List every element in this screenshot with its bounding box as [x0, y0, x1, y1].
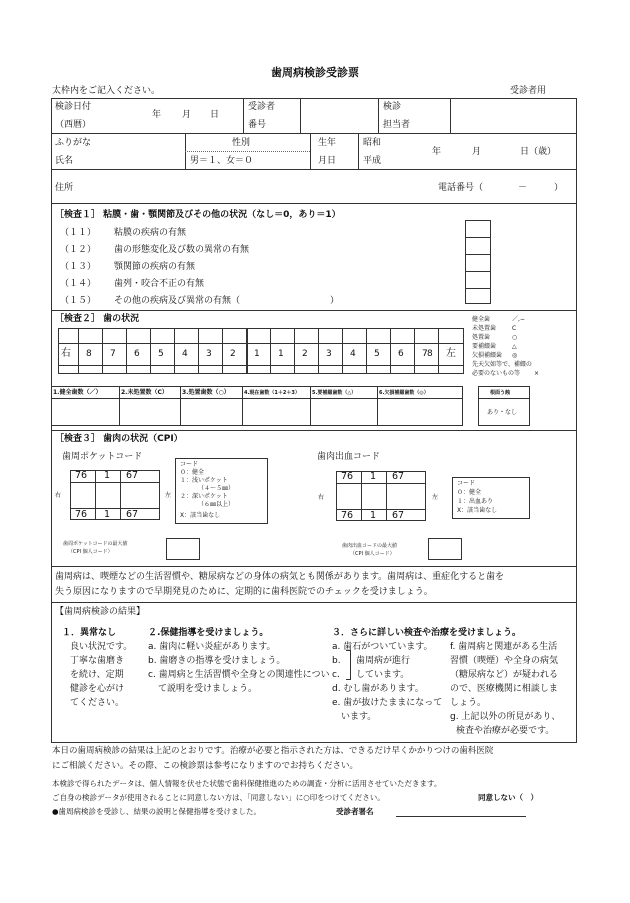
exam-date-year: 年 [152, 110, 162, 120]
exam1-item15-close: ） [330, 296, 340, 306]
exam1-item-no: （１１） [60, 228, 97, 238]
pocket-code-line: X：該当歯なし [180, 512, 221, 519]
exam1-item-text: 粘膜の疾病の有無 [114, 228, 187, 238]
pocket-code-line: コード [180, 461, 199, 468]
legend-label: 要補綴歯 [472, 343, 497, 350]
bleeding-grid-label: 67 [392, 510, 405, 521]
exam1-item-text: 顎関節の疾病の有無 [114, 262, 196, 272]
count-untreated-label: 2.未処置数（C） [121, 389, 168, 396]
exam1-answer-12[interactable] [466, 238, 490, 253]
result-guidance-line: c. 歯周病と生活習慣や全身との関連性につい [148, 670, 330, 680]
bleeding-max-label: 歯肉出血コードの最大値 [342, 543, 398, 549]
exam1-answer-11[interactable] [466, 221, 490, 236]
result-treatment-line: d. むし歯があります。 [332, 684, 424, 694]
tooth-chart-right: 右 [61, 348, 71, 359]
tooth-number: 6 [398, 349, 404, 359]
count-prosthesis-label: 6.欠損補綴歯数（◎） [379, 390, 429, 396]
exam1-item-no: （１２） [60, 245, 97, 255]
pocket-max-sub: （CPI 個人コード） [68, 549, 113, 555]
count-healthy-input[interactable] [53, 400, 117, 424]
result-normal-title: １．異常なし [62, 628, 117, 638]
result-guidance-line: a. 歯肉に軽い炎症があります。 [148, 642, 276, 652]
legend-label: 必要のないもの等 [472, 370, 521, 377]
exam1-answer-14[interactable] [466, 272, 490, 287]
pocket-max-label: 歯周ポケットコードの最大値 [63, 541, 128, 547]
birth-month-label: 月 [472, 147, 482, 157]
exam1-answer-15[interactable] [466, 289, 490, 303]
exam-date-label: 検診日付 [55, 102, 92, 112]
birth-sub: 月日 [318, 156, 337, 166]
bleeding-grid-label: 1 [370, 510, 377, 521]
exam1-title: ［検査１］ 粘膜・歯・顎関節及びその他の状況（なし＝0，あり＝1） [55, 210, 341, 220]
result-treatment-line: （糖尿病など）が疑われる [450, 670, 559, 680]
era-heisei: 平成 [363, 156, 382, 166]
result-guidance-title: ２.保健指導を受けましょう。 [148, 628, 269, 638]
count-prosthesis-needed-input[interactable] [312, 400, 375, 424]
footer-line-2: にご相談ください。その際、この検診票は参考になりますのでお持ちください。 [52, 761, 359, 771]
exam1-item-text: 歯列・咬合不正の有無 [114, 279, 205, 289]
result-normal-line: 良い状況です。 [70, 642, 133, 652]
count-treated-input[interactable] [182, 400, 240, 424]
count-present-label: 4.現在歯数（1＋2＋3） [244, 390, 300, 396]
result-treatment-title: ３．さらに詳しい検査や治療を受けましょう。 [332, 628, 522, 638]
count-treated-label: 3.処置歯数（○） [182, 389, 230, 396]
era-showa: 昭和 [363, 138, 382, 148]
phone-label: 電話番号（ [438, 183, 484, 193]
tooth-number: 2 [230, 349, 236, 359]
legend-symbol: ／,− [512, 316, 525, 323]
examiner-input[interactable] [452, 100, 574, 132]
result-normal-line: 健診を心がけ [70, 684, 125, 694]
result-treatment-line: ので、医療機関に相談しま [450, 684, 558, 694]
pocket-code-line: １：浅いポケット [180, 477, 228, 484]
exam1-item-no: （１４） [60, 279, 97, 289]
count-present-input[interactable] [244, 400, 308, 424]
count-prosthesis-needed-label: 5.要補綴歯数（△） [312, 390, 357, 396]
pocket-code-title: 歯周ポケットコード [62, 452, 143, 462]
result-normal-line: 丁寧な歯磨き [70, 656, 125, 666]
legend-symbol: △ [512, 343, 517, 350]
signature-label: 受診者署名 [336, 807, 374, 816]
results-title: 【歯周病検診の結果】 [55, 607, 146, 617]
result-treatment-bracket-text: しています。 [356, 670, 410, 680]
exam-date-sub: （西暦） [55, 120, 92, 130]
pocket-code-line: （６㎜以上） [198, 501, 235, 508]
birth-label: 生年 [318, 138, 337, 148]
birth-day-label: 日（歳） [520, 147, 557, 157]
legend-label: 処置歯 [472, 334, 491, 341]
result-normal-line: を続け、定期 [70, 670, 124, 680]
signature-line [396, 816, 526, 817]
count-healthy-label: 1.健全歯数（／） [53, 389, 102, 396]
bleeding-code-line: １：出血あり [457, 498, 494, 505]
phone-close: ） [554, 183, 564, 193]
exam2-title: ［検査２］ 歯の状況 [55, 314, 140, 324]
legend-symbol: C [512, 325, 517, 332]
count-untreated-input[interactable] [121, 400, 178, 424]
footer-line-1: 本日の歯周病検診の結果は上記のとおりです。治療が必要と指示された方は、できるだけ早くかかりつけの歯科医院 [52, 746, 494, 756]
tooth-number: 5 [374, 349, 380, 359]
tooth-chart-left: 左 [446, 348, 456, 359]
exam1-answer-13[interactable] [466, 255, 490, 270]
count-prosthesis-input[interactable] [379, 400, 461, 424]
exam1-item-no: （１３） [60, 262, 97, 272]
legend-symbol: ◎ [512, 352, 518, 359]
instruction-text: 太枠内をご記入ください。 [52, 86, 161, 96]
phone-dash: － [518, 183, 528, 193]
examinee-label: 受診者 [248, 102, 276, 112]
pocket-grid-label: 76 [75, 509, 88, 520]
bleeding-code-title: 歯肉出血コード [317, 452, 381, 462]
exam1-item-text: 歯の形態変化及び数の異常の有無 [114, 245, 250, 255]
result-guidance-line: て説明を受けましょう。 [158, 684, 258, 694]
signature-input[interactable] [396, 804, 526, 816]
result-treatment-line: 検査や治療が必要です。 [456, 726, 555, 736]
consent-line-2: ご自身の検診データが使用されることに同意しない方は、「同意しない」に○印をつけてください。 [52, 793, 385, 802]
pocket-grid-right: 右 [55, 492, 62, 499]
furigana-label: ふりがな [55, 138, 92, 148]
tooth-number: 4 [350, 349, 356, 359]
legend-label: 健全歯 [472, 316, 491, 323]
notice-line-2: 失う原因になりますので早期発見のために、定期的に歯科医院でのチェックを受けましょう。 [55, 587, 433, 597]
exam1-item-text: その他の疾病及び異常の有無（ [114, 296, 241, 306]
consent-line-1: 本検診で得られたデータは、個人情報を伏せた状態で歯科保健推進のための調査・分析に活用させていただきます。 [52, 779, 442, 788]
result-treatment-line: g. 上記以外の所見があり、 [450, 712, 561, 722]
disagree-option[interactable]: 同意しない（ ） [478, 793, 538, 802]
examinee-number-input[interactable] [302, 100, 376, 132]
exam-date-day: 日 [210, 110, 220, 120]
pocket-grid-label: 76 [75, 470, 88, 481]
result-treatment-bracket-text: 歯周病が進行 [356, 656, 411, 666]
pocket-grid-label: 67 [126, 509, 139, 520]
notice-line-1: 歯周病は、喫煙などの生活習慣や、糖尿病などの身体の病気とも関係があります。歯周病は、重症化すると歯を [55, 572, 505, 582]
tooth-number: 6 [134, 349, 140, 359]
pocket-grid-label: 1 [104, 509, 111, 520]
bleeding-max-input[interactable] [429, 539, 461, 559]
tooth-number: 2 [302, 349, 308, 359]
bleeding-grid-label: 1 [370, 471, 377, 482]
birth-year-label: 年 [432, 147, 442, 157]
bleeding-code-line: コード [457, 480, 476, 487]
pocket-code-line: （４〜５㎜） [198, 485, 235, 492]
bleeding-grid-label: 67 [392, 471, 405, 482]
result-treatment-line: 習慣（喫煙）や全身の病気 [450, 656, 559, 666]
result-treatment-line: a. 歯石がついています。 [332, 642, 433, 652]
bleeding-grid-label: 76 [341, 510, 354, 521]
bleeding-grid-label: 76 [341, 471, 354, 482]
tooth-number: 7 [422, 349, 428, 359]
signoff-text: ●歯周病検診を受診し、結果の説明と保健指導を受けました。 [52, 807, 262, 816]
pocket-code-line: ０：健全 [180, 469, 205, 476]
pocket-grid-left: 左 [165, 492, 172, 499]
name-label: 氏名 [55, 156, 74, 166]
pocket-code-line: ２：深いポケット [180, 493, 228, 500]
pocket-max-input[interactable] [167, 539, 199, 559]
bleeding-max-sub: （CPI 個人コード） [350, 551, 395, 557]
examiner-label: 検診 [383, 102, 402, 112]
examiner-sub: 担当者 [383, 120, 411, 130]
address-label: 住所 [55, 183, 74, 193]
tooth-number: 3 [326, 349, 332, 359]
exam-date-month: 月 [182, 110, 192, 120]
legend-label: 未処置歯 [472, 325, 497, 332]
tooth-number: 5 [158, 349, 164, 359]
form-title: 歯周病検診受診票 [271, 66, 359, 79]
result-treatment-line: います。 [332, 712, 377, 722]
legend-label: 欠損補綴歯 [472, 352, 503, 359]
address-input[interactable] [90, 174, 420, 200]
tooth-number: 7 [110, 349, 116, 359]
tooth-number: 1 [278, 349, 284, 359]
result-treatment-line: f. 歯周病と関連がある生活 [450, 642, 558, 652]
tooth-number: 8 [427, 349, 433, 359]
bleeding-code-line: ０：健全 [457, 489, 482, 496]
examinee-sub: 番号 [248, 120, 267, 130]
result-guidance-line: b. 歯磨きの指導を受けましょう。 [148, 656, 286, 666]
bleeding-code-line: X：該当歯なし [457, 507, 498, 514]
exam3-title: ［検査３］ 歯肉の状況（CPI） [55, 434, 183, 444]
bracket [346, 650, 351, 680]
pocket-grid-label: 67 [126, 470, 139, 481]
exam1-item-no: （１５） [60, 296, 97, 306]
pocket-grid-label: 1 [104, 470, 111, 481]
sex-values: 男＝１、女＝０ [190, 156, 254, 166]
root-caries-options[interactable]: あり・なし [487, 409, 518, 416]
tooth-number: 4 [182, 349, 188, 359]
bleeding-grid-left: 左 [432, 494, 439, 501]
bleeding-grid-right: 右 [318, 494, 325, 501]
root-caries-label: 根面う蝕 [490, 390, 511, 396]
legend-symbol: × [534, 370, 540, 377]
result-treatment-line: e. 歯が抜けたままになって [332, 698, 443, 708]
header-row-2 [51, 134, 577, 170]
result-treatment-line: c. [332, 670, 340, 680]
result-normal-line: てください。 [70, 698, 125, 708]
result-treatment-line: しょう。 [450, 698, 487, 708]
copy-label: 受診者用 [510, 86, 547, 96]
tooth-number: 1 [254, 349, 260, 359]
legend-label: 先天欠如等で、補綴の [472, 361, 532, 368]
result-treatment-line: b. [332, 656, 341, 666]
sex-label: 性別 [232, 138, 251, 148]
tooth-number: 8 [86, 349, 92, 359]
legend-symbol: ○ [512, 334, 518, 341]
tooth-number: 3 [206, 349, 212, 359]
